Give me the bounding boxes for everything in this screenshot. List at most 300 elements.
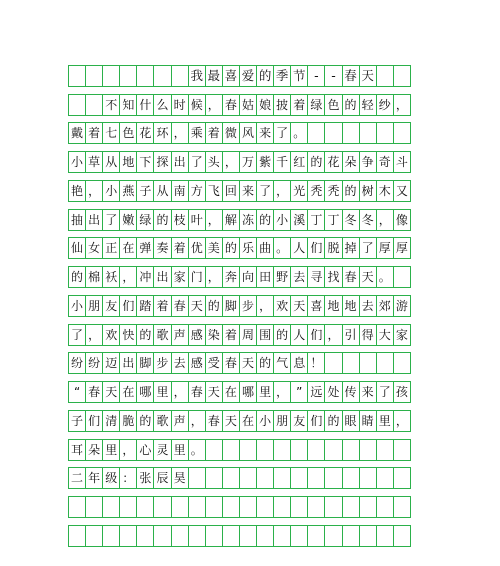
text-char-cell: 里 xyxy=(102,439,120,461)
text-char-cell: 张 xyxy=(136,467,154,489)
title-char-cell: 天 xyxy=(359,65,377,87)
text-char-cell: 春 xyxy=(222,94,240,116)
text-char-cell: 秃 xyxy=(307,180,325,202)
empty-cell xyxy=(68,496,86,518)
empty-cell xyxy=(393,122,411,144)
text-char-cell: 快 xyxy=(119,324,137,346)
text-char-cell: 了 xyxy=(376,381,394,403)
grid-row xyxy=(68,467,430,489)
text-char-cell: 小 xyxy=(68,151,86,173)
text-char-cell: 向 xyxy=(239,266,257,288)
text-char-cell: 的 xyxy=(256,209,274,231)
text-char-cell: 方 xyxy=(188,180,206,202)
text-char-cell: 着 xyxy=(222,324,240,346)
text-char-cell: 欢 xyxy=(273,295,291,317)
grid-row xyxy=(68,209,430,231)
text-char-cell: 清 xyxy=(102,410,120,432)
text-char-cell: ， xyxy=(171,122,189,144)
title-char-cell: 春 xyxy=(342,65,360,87)
text-char-cell: 脱 xyxy=(324,237,342,259)
empty-cell xyxy=(171,525,189,547)
empty-cell xyxy=(102,496,120,518)
empty-cell xyxy=(153,65,171,87)
empty-cell xyxy=(359,439,377,461)
empty-cell xyxy=(273,496,291,518)
text-char-cell: ： xyxy=(119,467,137,489)
text-char-cell: 心 xyxy=(136,439,154,461)
empty-cell xyxy=(136,65,154,87)
empty-cell xyxy=(102,525,120,547)
text-char-cell: 色 xyxy=(324,94,342,116)
text-char-cell: 寻 xyxy=(307,266,325,288)
empty-cell xyxy=(273,439,291,461)
text-char-cell: 小 xyxy=(273,209,291,231)
text-char-cell: ， xyxy=(85,180,103,202)
text-char-cell: 们 xyxy=(85,410,103,432)
text-char-cell: 从 xyxy=(102,151,120,173)
text-char-cell: 家 xyxy=(393,324,411,346)
empty-cell xyxy=(205,439,223,461)
text-char-cell: 在 xyxy=(119,381,137,403)
text-char-cell: 的 xyxy=(273,324,291,346)
text-char-cell: 。 xyxy=(290,122,308,144)
empty-cell xyxy=(256,525,274,547)
grid-row xyxy=(68,525,430,547)
text-char-cell: 出 xyxy=(85,209,103,231)
empty-cell xyxy=(342,467,360,489)
text-char-cell: 来 xyxy=(359,381,377,403)
text-char-cell: 春 xyxy=(188,381,206,403)
title-char-cell: 喜 xyxy=(222,65,240,87)
text-char-cell: 哪 xyxy=(239,381,257,403)
empty-cell xyxy=(273,467,291,489)
empty-cell xyxy=(171,65,189,87)
text-char-cell: 万 xyxy=(239,151,257,173)
text-char-cell: 地 xyxy=(342,295,360,317)
empty-cell xyxy=(342,439,360,461)
text-char-cell: 厚 xyxy=(393,237,411,259)
grid-row xyxy=(68,94,430,116)
text-char-cell: 歌 xyxy=(153,410,171,432)
text-char-cell: 木 xyxy=(376,180,394,202)
text-char-cell: 时 xyxy=(171,94,189,116)
text-char-cell: 来 xyxy=(256,122,274,144)
text-char-cell: 叶 xyxy=(188,209,206,231)
empty-cell xyxy=(68,94,86,116)
text-char-cell: 们 xyxy=(307,237,325,259)
empty-cell xyxy=(68,65,86,87)
text-char-cell: 轻 xyxy=(359,94,377,116)
text-char-cell: 嫩 xyxy=(119,209,137,231)
text-char-cell: 天 xyxy=(239,352,257,374)
text-char-cell: 天 xyxy=(188,295,206,317)
text-char-cell: 的 xyxy=(68,266,86,288)
title-char-cell: 我 xyxy=(188,65,206,87)
text-char-cell: ， xyxy=(393,410,411,432)
text-char-cell: 辰 xyxy=(153,467,171,489)
title-char-cell: - xyxy=(307,65,325,87)
text-char-cell: 了 xyxy=(359,237,377,259)
text-char-cell: ， xyxy=(119,266,137,288)
empty-cell xyxy=(188,525,206,547)
text-char-cell: 知 xyxy=(119,94,137,116)
text-char-cell: 围 xyxy=(256,324,274,346)
text-char-cell: 的 xyxy=(256,352,274,374)
text-char-cell: 草 xyxy=(85,151,103,173)
text-char-cell: 娘 xyxy=(256,94,274,116)
text-char-cell: 冲 xyxy=(136,266,154,288)
empty-cell xyxy=(171,496,189,518)
empty-cell xyxy=(222,525,240,547)
text-char-cell: 七 xyxy=(102,122,120,144)
text-char-cell: 感 xyxy=(188,352,206,374)
text-char-cell: 田 xyxy=(256,266,274,288)
text-char-cell: 绿 xyxy=(307,94,325,116)
text-char-cell: ， xyxy=(273,381,291,403)
text-char-cell: 脆 xyxy=(119,410,137,432)
text-char-cell: 曲 xyxy=(256,237,274,259)
text-char-cell: 踏 xyxy=(136,295,154,317)
text-char-cell: 的 xyxy=(136,324,154,346)
text-char-cell: ， xyxy=(376,209,394,231)
text-char-cell: 出 xyxy=(119,352,137,374)
empty-cell xyxy=(393,525,411,547)
empty-cell xyxy=(290,525,308,547)
empty-cell xyxy=(324,439,342,461)
empty-cell xyxy=(290,439,308,461)
text-char-cell: 里 xyxy=(376,410,394,432)
text-char-cell: 奏 xyxy=(153,237,171,259)
empty-cell xyxy=(376,525,394,547)
text-char-cell: 哪 xyxy=(136,381,154,403)
text-char-cell: 传 xyxy=(342,381,360,403)
text-char-cell: 喜 xyxy=(307,295,325,317)
empty-cell xyxy=(256,496,274,518)
text-char-cell: 友 xyxy=(290,410,308,432)
text-char-cell: 野 xyxy=(273,266,291,288)
text-char-cell: 出 xyxy=(171,151,189,173)
text-char-cell: 子 xyxy=(136,180,154,202)
text-char-cell: 像 xyxy=(393,209,411,231)
empty-cell xyxy=(342,496,360,518)
text-char-cell: 灵 xyxy=(153,439,171,461)
text-char-cell: 里 xyxy=(256,381,274,403)
text-char-cell: 争 xyxy=(359,151,377,173)
text-char-cell: 昊 xyxy=(171,467,189,489)
text-char-cell: 候 xyxy=(188,94,206,116)
grid-row-title xyxy=(68,65,430,87)
empty-cell xyxy=(119,496,137,518)
empty-cell xyxy=(205,467,223,489)
text-char-cell: 气 xyxy=(273,352,291,374)
text-char-cell: 冬 xyxy=(342,209,360,231)
text-char-cell: 小 xyxy=(102,180,120,202)
grid-row xyxy=(68,151,430,173)
empty-cell xyxy=(342,122,360,144)
empty-cell xyxy=(324,122,342,144)
empty-cell xyxy=(393,467,411,489)
text-char-cell: 朵 xyxy=(85,439,103,461)
text-char-cell: 着 xyxy=(290,94,308,116)
empty-cell xyxy=(239,525,257,547)
text-char-cell: 南 xyxy=(171,180,189,202)
text-char-cell: 飞 xyxy=(205,180,223,202)
text-char-cell: 纱 xyxy=(376,94,394,116)
text-char-cell: 解 xyxy=(222,209,240,231)
empty-cell xyxy=(393,352,411,374)
text-char-cell: ， xyxy=(222,151,240,173)
text-char-cell: 的 xyxy=(307,151,325,173)
text-char-cell: 花 xyxy=(136,122,154,144)
text-char-cell: 子 xyxy=(68,410,86,432)
text-char-cell: ， xyxy=(393,94,411,116)
text-char-cell: 绿 xyxy=(136,209,154,231)
text-char-cell: 了 xyxy=(68,324,86,346)
text-char-cell: 头 xyxy=(205,151,223,173)
text-char-cell: 大 xyxy=(376,324,394,346)
text-char-cell: 着 xyxy=(171,237,189,259)
text-char-cell: 树 xyxy=(359,180,377,202)
text-char-cell: 脚 xyxy=(222,295,240,317)
text-char-cell: 了 xyxy=(273,122,291,144)
text-char-cell: 处 xyxy=(324,381,342,403)
text-char-cell: ， xyxy=(85,324,103,346)
text-char-cell: 天 xyxy=(359,266,377,288)
text-char-cell: 年 xyxy=(85,467,103,489)
text-char-cell: 艳 xyxy=(68,180,86,202)
text-char-cell: 戴 xyxy=(68,122,86,144)
empty-cell xyxy=(290,496,308,518)
text-char-cell: ！ xyxy=(307,352,325,374)
title-char-cell: 最 xyxy=(205,65,223,87)
text-char-cell: 睛 xyxy=(359,410,377,432)
empty-cell xyxy=(119,525,137,547)
text-char-cell: 下 xyxy=(136,151,154,173)
text-char-cell: 远 xyxy=(307,381,325,403)
grid-row xyxy=(68,324,430,346)
text-char-cell: 歌 xyxy=(153,324,171,346)
grid-row xyxy=(68,295,430,317)
empty-cell xyxy=(393,65,411,87)
text-char-cell: 红 xyxy=(290,151,308,173)
empty-cell xyxy=(307,122,325,144)
empty-cell xyxy=(324,467,342,489)
text-char-cell: 。 xyxy=(188,439,206,461)
text-char-cell: 的 xyxy=(205,295,223,317)
text-char-cell: 着 xyxy=(205,122,223,144)
text-char-cell: ， xyxy=(188,410,206,432)
empty-cell xyxy=(273,525,291,547)
text-char-cell: 么 xyxy=(153,94,171,116)
text-char-cell: 郊 xyxy=(376,295,394,317)
text-char-cell: 在 xyxy=(239,410,257,432)
text-char-cell: 袄 xyxy=(102,266,120,288)
text-char-cell: 斗 xyxy=(393,151,411,173)
empty-cell xyxy=(393,496,411,518)
text-char-cell: 小 xyxy=(68,295,86,317)
text-char-cell: 回 xyxy=(222,180,240,202)
empty-cell xyxy=(324,496,342,518)
text-char-cell: ， xyxy=(324,324,342,346)
text-char-cell: 耳 xyxy=(68,439,86,461)
empty-cell xyxy=(153,525,171,547)
text-char-cell: 女 xyxy=(85,237,103,259)
empty-cell xyxy=(342,525,360,547)
text-char-cell: 环 xyxy=(153,122,171,144)
empty-cell xyxy=(85,94,103,116)
text-char-cell: 着 xyxy=(85,122,103,144)
text-char-cell: 溪 xyxy=(290,209,308,231)
text-char-cell: 人 xyxy=(290,237,308,259)
grid-row xyxy=(68,410,430,432)
text-char-cell: 迈 xyxy=(102,352,120,374)
text-char-cell: ， xyxy=(205,94,223,116)
text-char-cell: 家 xyxy=(171,266,189,288)
text-char-cell: 在 xyxy=(222,381,240,403)
text-char-cell: 的 xyxy=(153,209,171,231)
grid-row xyxy=(68,381,430,403)
text-char-cell: 引 xyxy=(342,324,360,346)
text-char-cell: 枝 xyxy=(171,209,189,231)
text-char-cell: 春 xyxy=(85,381,103,403)
text-char-cell: 天 xyxy=(205,381,223,403)
grid-row xyxy=(68,122,430,144)
text-char-cell: 春 xyxy=(222,352,240,374)
text-char-cell: 脚 xyxy=(136,352,154,374)
text-char-cell: 小 xyxy=(256,410,274,432)
text-char-cell: 春 xyxy=(342,266,360,288)
text-char-cell: 染 xyxy=(205,324,223,346)
text-char-cell: 的 xyxy=(222,237,240,259)
empty-cell xyxy=(102,65,120,87)
empty-cell xyxy=(290,467,308,489)
text-char-cell: 丁 xyxy=(324,209,342,231)
empty-cell xyxy=(68,525,86,547)
text-char-cell: 的 xyxy=(342,180,360,202)
empty-cell xyxy=(239,496,257,518)
empty-cell xyxy=(136,525,154,547)
empty-cell xyxy=(376,496,394,518)
empty-cell xyxy=(376,439,394,461)
text-char-cell: 去 xyxy=(290,266,308,288)
title-char-cell: - xyxy=(324,65,342,87)
empty-cell xyxy=(376,467,394,489)
text-char-cell: 人 xyxy=(290,324,308,346)
empty-cell xyxy=(359,467,377,489)
grid-row xyxy=(68,496,430,518)
text-char-cell: 声 xyxy=(171,410,189,432)
text-char-cell: 天 xyxy=(222,410,240,432)
text-char-cell: ” xyxy=(290,381,308,403)
text-char-cell: 乐 xyxy=(239,237,257,259)
text-char-cell: 又 xyxy=(393,180,411,202)
text-char-cell: 地 xyxy=(324,295,342,317)
text-char-cell: ， xyxy=(205,266,223,288)
text-char-cell: 地 xyxy=(119,151,137,173)
text-char-cell: 美 xyxy=(205,237,223,259)
text-char-cell: 丁 xyxy=(307,209,325,231)
text-char-cell: 披 xyxy=(273,94,291,116)
text-char-cell: 花 xyxy=(324,151,342,173)
text-char-cell: 从 xyxy=(153,180,171,202)
empty-cell xyxy=(222,496,240,518)
text-char-cell: 棉 xyxy=(85,266,103,288)
empty-cell xyxy=(239,467,257,489)
text-char-cell: 光 xyxy=(290,180,308,202)
text-char-cell: ， xyxy=(205,209,223,231)
text-char-cell: 色 xyxy=(119,122,137,144)
text-char-cell: 厚 xyxy=(376,237,394,259)
text-char-cell: 了 xyxy=(188,151,206,173)
empty-cell xyxy=(307,467,325,489)
text-char-cell: 息 xyxy=(290,352,308,374)
text-char-cell: 步 xyxy=(239,295,257,317)
text-char-cell: 的 xyxy=(136,410,154,432)
text-char-cell: 受 xyxy=(205,352,223,374)
text-char-cell: ， xyxy=(256,295,274,317)
text-char-cell: 天 xyxy=(290,295,308,317)
title-char-cell: 季 xyxy=(273,65,291,87)
text-char-cell: 去 xyxy=(359,295,377,317)
text-char-cell: “ xyxy=(68,381,86,403)
text-char-cell: 得 xyxy=(359,324,377,346)
empty-cell xyxy=(119,65,137,87)
grid-row xyxy=(68,352,430,374)
text-char-cell: 正 xyxy=(102,237,120,259)
empty-cell xyxy=(188,496,206,518)
text-char-cell: 冬 xyxy=(359,209,377,231)
text-char-cell: 孩 xyxy=(393,381,411,403)
text-char-cell: 们 xyxy=(307,410,325,432)
text-char-cell: 周 xyxy=(239,324,257,346)
text-char-cell: 风 xyxy=(239,122,257,144)
text-char-cell: 里 xyxy=(171,439,189,461)
text-char-cell: 优 xyxy=(188,237,206,259)
empty-cell xyxy=(359,496,377,518)
text-char-cell: 紫 xyxy=(256,151,274,173)
text-char-cell: 的 xyxy=(342,94,360,116)
text-char-cell: 在 xyxy=(119,237,137,259)
text-char-cell: 们 xyxy=(307,324,325,346)
empty-cell xyxy=(307,496,325,518)
text-char-cell: 友 xyxy=(102,295,120,317)
text-char-cell: 抽 xyxy=(68,209,86,231)
empty-cell xyxy=(188,467,206,489)
empty-cell xyxy=(205,496,223,518)
empty-cell xyxy=(205,525,223,547)
text-char-cell: 朵 xyxy=(342,151,360,173)
empty-cell xyxy=(307,439,325,461)
composition-grid-paper xyxy=(68,65,430,559)
text-char-cell: 来 xyxy=(239,180,257,202)
empty-cell xyxy=(359,122,377,144)
empty-cell xyxy=(256,467,274,489)
text-char-cell: 弹 xyxy=(136,237,154,259)
text-char-cell: 秃 xyxy=(324,180,342,202)
text-char-cell: 了 xyxy=(102,209,120,231)
empty-cell xyxy=(342,352,360,374)
text-char-cell: 姑 xyxy=(239,94,257,116)
text-char-cell: 。 xyxy=(273,237,291,259)
text-char-cell: 找 xyxy=(324,266,342,288)
grid-row xyxy=(68,180,430,202)
text-char-cell: 探 xyxy=(153,151,171,173)
empty-cell xyxy=(359,525,377,547)
empty-cell xyxy=(85,525,103,547)
empty-cell xyxy=(376,352,394,374)
text-char-cell: 朋 xyxy=(273,410,291,432)
text-char-cell: 仙 xyxy=(68,237,86,259)
